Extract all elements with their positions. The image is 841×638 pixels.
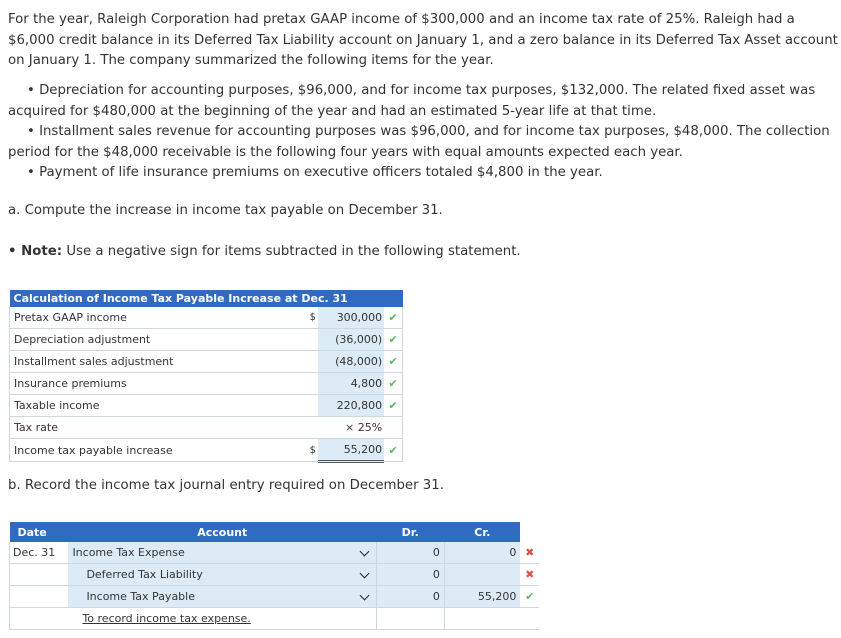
credit-input[interactable] (444, 564, 520, 586)
chevron-down-icon[interactable] (353, 542, 376, 564)
journal-table (9, 522, 539, 630)
row-label: Insurance premiums (10, 373, 308, 395)
check-icon: ✔ (384, 351, 402, 373)
question-a: a. Compute the increase in income tax payable on December 31. (8, 203, 443, 218)
journal-row (10, 542, 540, 564)
note-text: Use a negative sign for items subtracted in the following statement. (62, 244, 521, 259)
chevron-down-icon[interactable] (353, 586, 376, 608)
tax-rate-value: × 25% (318, 417, 384, 439)
currency-symbol: $ (308, 307, 318, 329)
check-icon: ✔ (384, 307, 402, 329)
note-label: • Note: (8, 244, 63, 259)
journal-memo: To record income tax expense. (68, 608, 376, 630)
question-b: b. Record the income tax journal entry required on December 31. (8, 478, 444, 493)
table-row (10, 439, 403, 462)
check-icon: ✔ (384, 439, 402, 462)
debit-input[interactable]: 0 (376, 586, 444, 608)
check-icon: ✔ (384, 329, 402, 351)
dr-header: Dr. (376, 522, 444, 542)
currency-symbol (308, 373, 318, 395)
account-select[interactable]: Income Tax Payable (68, 586, 352, 608)
currency-symbol (308, 351, 318, 373)
journal-row (10, 586, 540, 608)
cross-icon: ✖ (520, 542, 539, 564)
row-label: Pretax GAAP income (10, 307, 308, 329)
bullet-item: • Depreciation for accounting purposes, $96,000, and for income tax purposes, $132,000. The related fixed asset was acquired for $480,000 at the beginning of the year and had an estimated 5-year life at that time. (8, 83, 816, 119)
table-row (10, 395, 403, 417)
row-label: Depreciation adjustment (10, 329, 308, 351)
amount-input[interactable]: 55,200 (318, 439, 384, 462)
amount-input[interactable]: (48,000) (318, 351, 384, 373)
problem-bullets (8, 81, 838, 184)
debit-input[interactable]: 0 (376, 542, 444, 564)
check-icon: ✔ (384, 395, 402, 417)
entry-date: Dec. 31 (10, 542, 69, 564)
account-select[interactable]: Income Tax Expense (68, 542, 352, 564)
account-header: Account (68, 522, 376, 542)
date-header: Date (10, 522, 69, 542)
note (8, 244, 521, 259)
amount-input[interactable]: 220,800 (318, 395, 384, 417)
credit-input[interactable]: 0 (444, 542, 520, 564)
calculation-title: Calculation of Income Tax Payable Increase at Dec. 31 (13, 292, 348, 305)
amount-input[interactable]: 4,800 (318, 373, 384, 395)
calculation-table-header (10, 290, 403, 307)
debit-input[interactable]: 0 (376, 564, 444, 586)
row-label: Installment sales adjustment (10, 351, 308, 373)
row-label: Tax rate (10, 417, 308, 439)
credit-input[interactable]: 55,200 (444, 586, 520, 608)
table-row (10, 307, 403, 329)
table-row (10, 417, 403, 439)
journal-header (10, 522, 540, 542)
cross-icon: ✖ (520, 564, 539, 586)
cr-header: Cr. (444, 522, 520, 542)
currency-symbol (308, 329, 318, 351)
amount-input[interactable]: 300,000 (318, 307, 384, 329)
table-row (10, 373, 403, 395)
currency-symbol (308, 417, 318, 439)
bullet-item: • Installment sales revenue for accounting purposes was $96,000, and for income tax purposes, $48,000. The collection period for the $48,000 receivable is the following four years with equal amounts expected each year. (8, 124, 830, 160)
entry-date (10, 586, 69, 608)
row-label: Taxable income (10, 395, 308, 417)
currency-symbol (308, 395, 318, 417)
journal-memo-row (10, 608, 540, 630)
journal-row (10, 564, 540, 586)
check-icon: ✔ (520, 586, 539, 608)
row-label: Income tax payable increase (10, 439, 308, 462)
entry-date (10, 564, 69, 586)
account-select[interactable]: Deferred Tax Liability (68, 564, 352, 586)
problem-intro (8, 10, 838, 72)
calculation-table (9, 290, 403, 463)
table-row (10, 351, 403, 373)
chevron-down-icon[interactable] (353, 564, 376, 586)
check-icon (384, 417, 402, 439)
intro-text: For the year, Raleigh Corporation had pretax GAAP income of $300,000 and an income tax rate of 25%. Raleigh had a $6,000 credit balance in its Deferred Tax Liability account on January 1, and a zero balance in its Deferred Tax Asset account on January 1. The company summarized the following items for the year. (8, 12, 838, 68)
check-icon: ✔ (384, 373, 402, 395)
amount-input[interactable]: (36,000) (318, 329, 384, 351)
bullet-item: • Payment of life insurance premiums on executive officers totaled $4,800 in the year. (27, 165, 603, 180)
currency-symbol: $ (308, 439, 318, 462)
table-row (10, 329, 403, 351)
